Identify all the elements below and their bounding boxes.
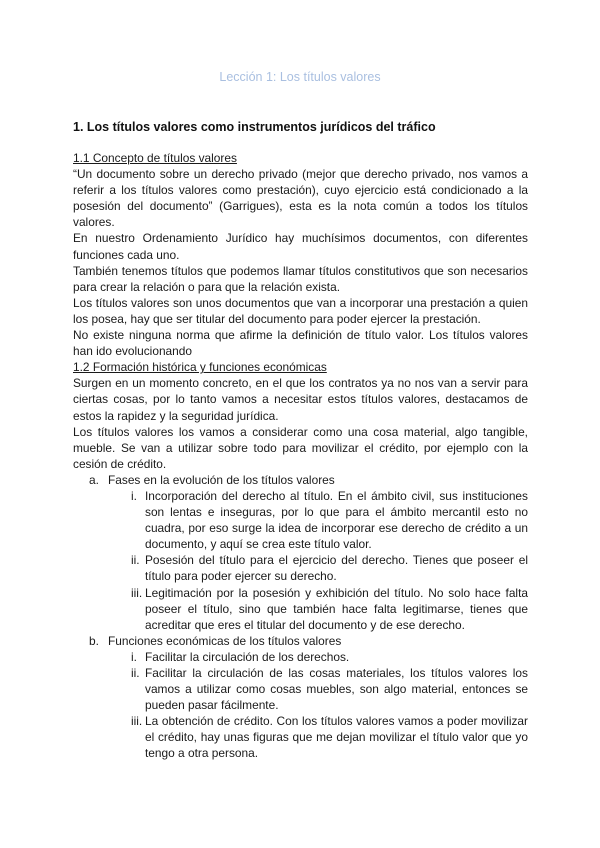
paragraph-cosa-material: Los títulos valores los vamos a considerar como una cosa material, algo tangible, mueble. Se van a utilizar sobre todo para movilizar el crédito, por ejemplo con la cesión de crédito. [73, 424, 528, 471]
list-item [114, 665, 528, 713]
list-item-text: Incorporación del derecho al título. En el ámbito civil, sus instituciones son lentas e inseguras, por lo que para el ámbito mercantil esto no cuadra, por eso surge la idea de incorporar ese derecho de crédito a un documento, y aquí se crea este título valor. [145, 488, 528, 552]
list-marker: b. [89, 633, 99, 648]
list-marker: i. [131, 488, 137, 503]
paragraph-surgen: Surgen en un momento concreto, en el que los contratos ya no nos van a servir para ciertas cosas, por lo tanto vamos a necesitar estos títulos valores, destacamos de estos la rapidez y la seguridad jurídica. [73, 376, 528, 423]
list-item-text: Funciones económicas de los títulos valores [108, 633, 342, 648]
document-body [73, 150, 528, 762]
list-marker: a. [89, 472, 99, 487]
list-marker: iii. [131, 585, 143, 600]
list-item-text: Legitimación por la posesión y exhibición del título. No solo hace falta poseer el título, sino que también hace falta legitimarse, tienes que acreditar que eres el titular del documento y de ese derecho. [145, 585, 528, 632]
list-item-text: Posesión del título para el ejercicio del derecho. Tienes que poseer el título para poder ejercer su derecho. [145, 553, 528, 584]
list-item-text: Facilitar la circulación de los derechos. [145, 649, 350, 664]
list-marker: ii. [131, 553, 140, 568]
list-item [114, 488, 528, 552]
paragraph-ordenamiento: En nuestro Ordenamiento Jurídico hay muchísimos documentos, con diferentes funciones cada uno. [73, 231, 528, 262]
list-marker: i. [131, 649, 137, 664]
list-item-text: Fases en la evolución de los títulos valores [108, 472, 335, 487]
list-item [114, 713, 528, 761]
paragraph-titulos-constitutivos: También tenemos títulos que podemos llamar títulos constitutivos que son necesarios para crear la relación o para que la relación exista. [73, 263, 528, 294]
list-item [114, 585, 528, 633]
list-item [114, 649, 528, 665]
list-item-text: La obtención de crédito. Con los títulos valores vamos a poder movilizar el crédito, hay unas figuras que me dejan movilizar el título valor que yo tengo a otra persona. [145, 714, 528, 761]
paragraph-norma: No existe ninguna norma que afirme la definición de título valor. Los títulos valores han ido evolucionando [73, 328, 528, 359]
list-item-b [89, 633, 528, 649]
section-heading: 1. Los títulos valores como instrumentos jurídicos del tráfico [73, 120, 436, 134]
list-item-text: Facilitar la circulación de las cosas materiales, los títulos valores los vamos a utilizar como cosas muebles, son algo material, entonces se pueden pasar fácilmente. [145, 666, 528, 713]
list-marker: iii. [131, 714, 143, 729]
lesson-title: Lección 1: Los títulos valores [219, 70, 381, 84]
list-item-a [89, 472, 528, 488]
list-marker: ii. [131, 666, 140, 680]
list-item [114, 552, 528, 584]
subsection-title-formacion: 1.2 Formación histórica y funciones económicas [73, 360, 327, 375]
paragraph-prestacion: Los títulos valores son unos documentos que van a incorporar una prestación a quien los posea, hay que ser titular del documento para poder ejercer la prestación. [73, 295, 528, 326]
subsection-title-concepto: 1.1 Concepto de títulos valores [73, 151, 237, 165]
paragraph-definition: “Un documento sobre un derecho privado (mejor que derecho privado, nos vamos a referir a los títulos valores como prestación), cuyo ejercicio está condicionado a la posesión del documento” (Garrigues), esta es la nota común a todos los títulos valores. [73, 167, 528, 230]
